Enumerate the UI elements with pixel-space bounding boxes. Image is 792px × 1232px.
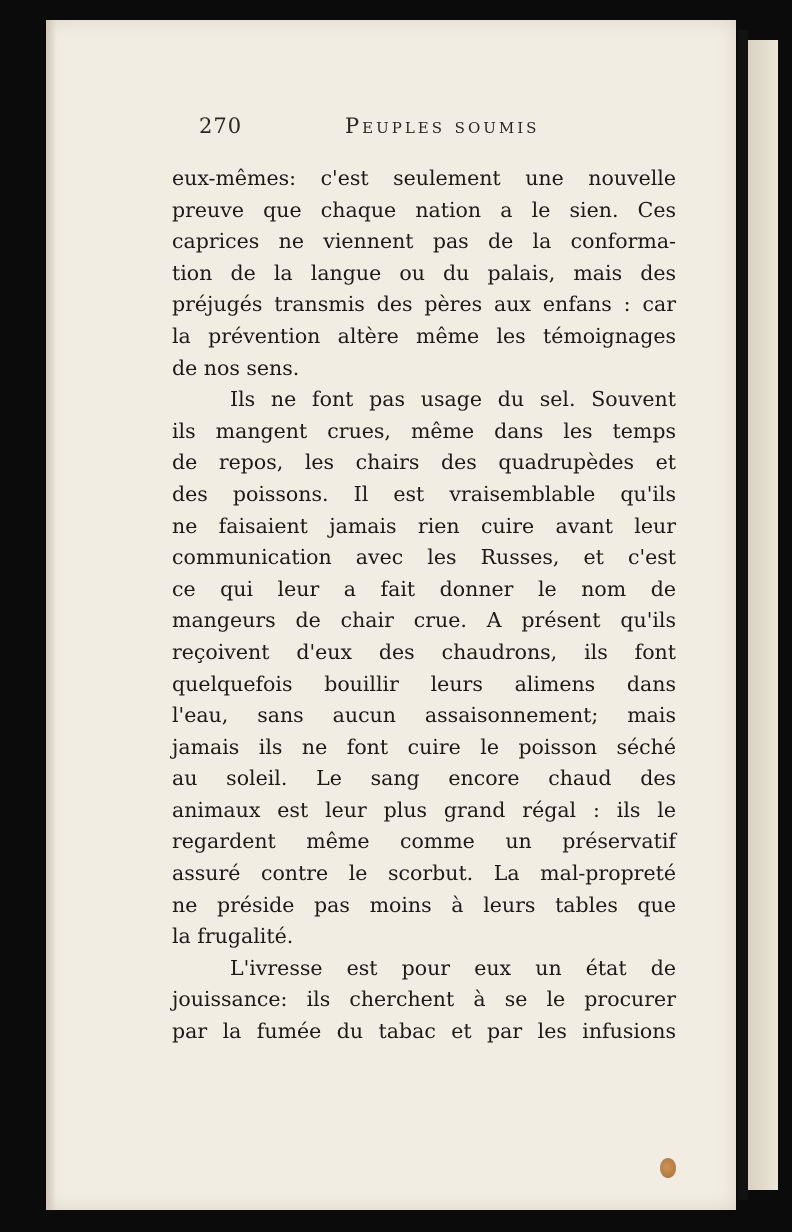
text-line: ne préside pas moins à leurs tables que [172, 892, 676, 917]
text-line: par la fumée du tabac et par les infusions [172, 1019, 676, 1044]
text-line: ce qui leur a fait donner le nom de [172, 576, 676, 601]
book-gutter [738, 30, 748, 1200]
text-line: animaux est leur plus grand régal : ils le [172, 797, 676, 822]
text-line: ils mangent crues, même dans les temps [172, 418, 676, 443]
foxing-stain [660, 1158, 676, 1178]
text-line: mangeurs de chair crue. A présent qu'ils [172, 608, 676, 633]
text-line: reçoivent d'eux des chaudrons, ils font [172, 639, 676, 664]
text-line: la prévention altère même les témoignages [172, 323, 676, 348]
text-line: regardent même comme un préservatif [172, 829, 676, 854]
text-line: de repos, les chairs des quadrupèdes et [172, 450, 676, 475]
text-line: ne faisaient jamais rien cuire avant leur [172, 513, 676, 538]
text-line: preuve que chaque nation a le sien. Ces [172, 197, 676, 222]
body-text [172, 163, 676, 1048]
page-shadow [46, 20, 56, 1210]
text-line: quelquefois bouillir leurs alimens dans [172, 671, 676, 696]
running-head [199, 114, 559, 144]
text-line: jamais ils ne font cuire le poisson séché [172, 734, 676, 759]
running-title: Peuples soumis [345, 114, 540, 138]
text-line: de nos sens. [172, 355, 300, 380]
text-line: des poissons. Il est vraisemblable qu'ils [172, 481, 676, 506]
paragraph-start-line: Ils ne font pas usage du sel. Souvent [230, 387, 676, 412]
text-line: la frugalité. [172, 924, 294, 949]
text-line: au soleil. Le sang encore chaud des [172, 766, 676, 791]
page-number: 270 [199, 114, 243, 138]
paragraph-start-line: L'ivresse est pour eux un état de [230, 955, 676, 980]
text-line: l'eau, sans aucun assaisonnement; mais [172, 703, 676, 728]
text-line: préjugés transmis des pères aux enfans : car [172, 292, 676, 317]
text-line: eux-mêmes: c'est seulement une nouvelle [172, 166, 676, 190]
text-line: caprices ne viennent pas de la conforma- [172, 229, 676, 254]
text-line: assuré contre le scorbut. La mal-propreté [172, 861, 676, 886]
text-line: communication avec les Russes, et c'est [172, 545, 676, 570]
text-line: tion de la langue ou du palais, mais des [172, 260, 676, 285]
text-line: jouissance: ils cherchent à se le procurer [172, 987, 676, 1012]
facing-page-edge [748, 40, 778, 1190]
